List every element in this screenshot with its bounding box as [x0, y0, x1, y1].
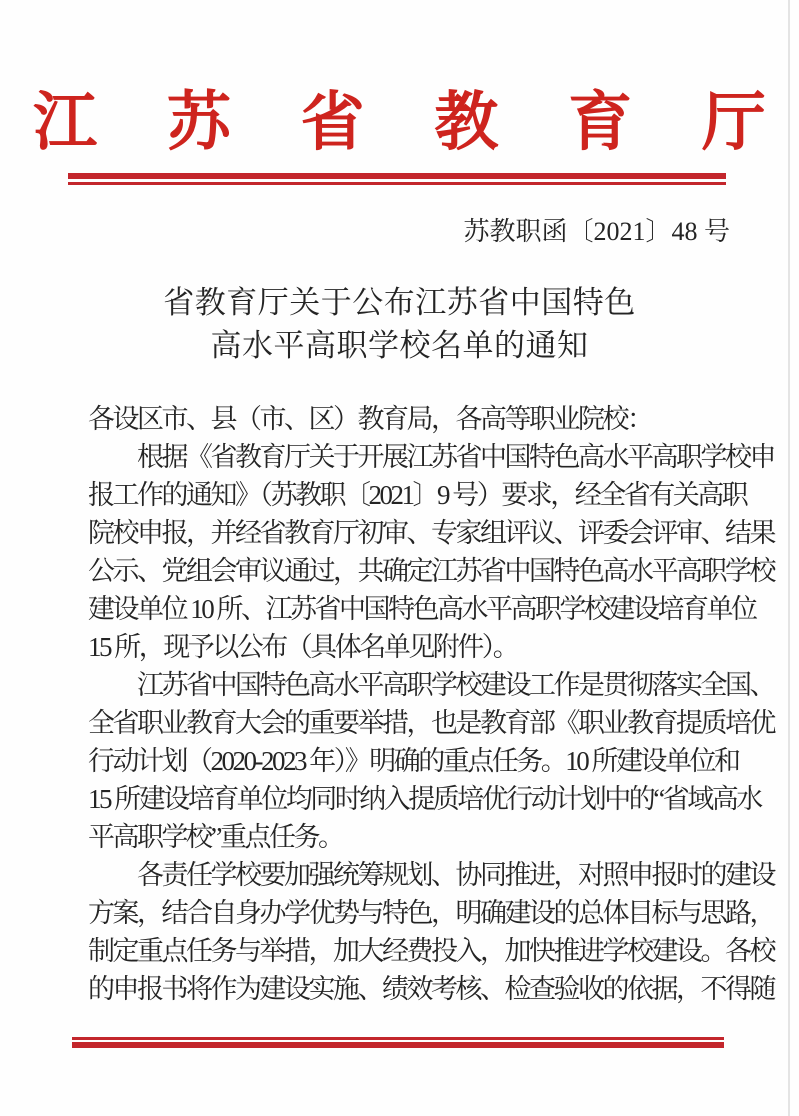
body-line: 平高职学校”重点任务。: [88, 822, 343, 852]
rule-thin-line: [72, 1037, 724, 1040]
body-line: 全省职业教育大会的重要举措，也是教育部《职业教育提质培优: [88, 708, 774, 738]
body-line: 方案，结合自身办学优势与特色，明确建设的总体目标与思路，: [88, 898, 774, 928]
body-line: 行动计划（2020-2023 年）》明确的重点任务。10 所建设单位和: [88, 746, 739, 776]
body-line: 的申报书将作为建设实施、绩效考核、检查验收的依据，不得随: [88, 974, 774, 1004]
body-line: 15 所建设培育单位均同时纳入提质培优行动计划中的“省域高水: [88, 784, 761, 814]
body-line: 各设区市、县（市、区）教育局，各高等职业院校：: [88, 404, 652, 434]
rule-thick-line: [68, 173, 726, 179]
paper-edge-shadow: [788, 0, 790, 1116]
document-title-line1: 省教育厅关于公布江苏省中国特色: [163, 285, 636, 320]
body-line: 15 所，现予以公布（具体名单见附件）。: [88, 632, 518, 662]
body-line: 各责任学校要加强统筹规划、协同推进，对照申报时的建设: [88, 860, 774, 890]
document-title: [0, 281, 799, 367]
body-line: 公示、党组会审议通过，共确定江苏省中国特色高水平高职学校: [88, 556, 774, 586]
footer-rule: [72, 1037, 724, 1048]
body-line: 制定重点任务与举措，加大经费投入，加快推进学校建设。各校: [88, 936, 774, 966]
rule-thin-line: [68, 182, 726, 185]
rule-thick-line: [72, 1042, 724, 1048]
document-body: [88, 400, 774, 1008]
body-line: 江苏省中国特色高水平高职学校建设工作是贯彻落实全国、: [88, 670, 774, 700]
letterhead-agency-name: 江 苏 省 教 育 厅: [33, 87, 793, 158]
document-title-line2: 高水平高职学校名单的通知: [210, 328, 589, 363]
body-line: 报工作的通知》（苏教职〔2021〕9 号）要求，经全省有关高职: [88, 480, 747, 510]
body-line: 院校申报，并经省教育厅初审、专家组评议、评委会评审、结果: [88, 518, 774, 548]
body-line: 根据《省教育厅关于开展江苏省中国特色高水平高职学校申: [88, 442, 774, 472]
body-line: 建设单位 10 所、江苏省中国特色高水平高职学校建设培育单位: [88, 594, 756, 624]
document-number: 苏教职函〔2021〕48 号: [463, 217, 730, 246]
letterhead-rule: [68, 173, 726, 185]
